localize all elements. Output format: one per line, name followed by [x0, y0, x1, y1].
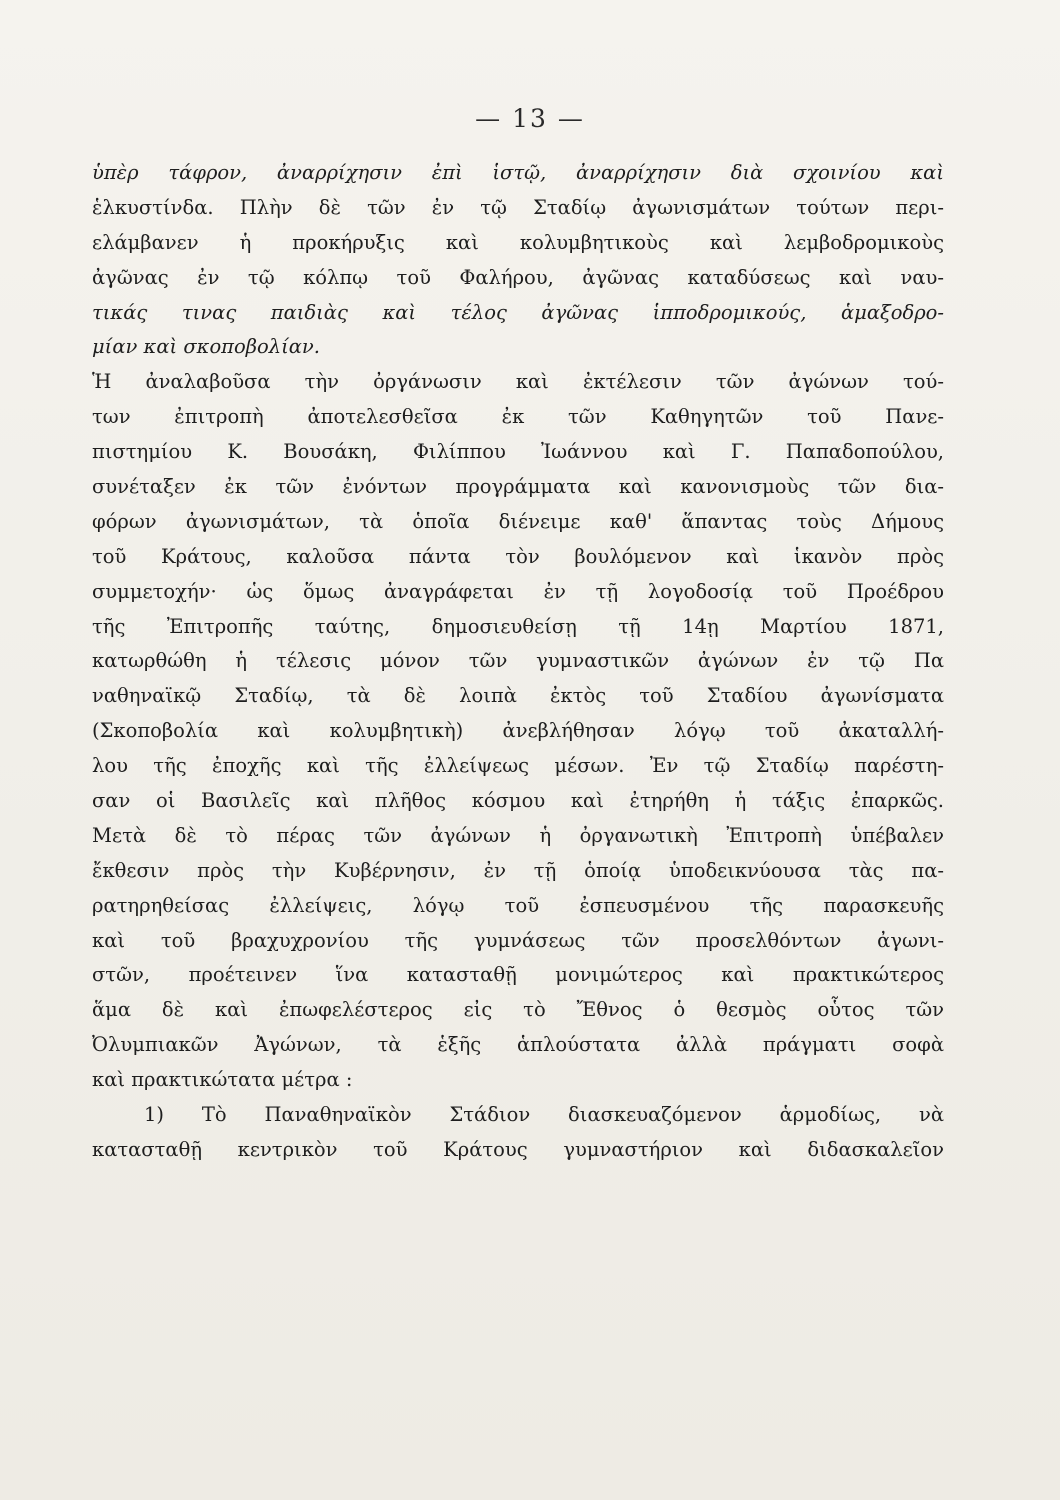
- text-line: καὶ πρακτικώτατα μέτρα :: [92, 1068, 353, 1092]
- text-line: πιστημίου Κ. Βουσάκη, Φιλίππου Ἰωάννου καὶ Γ. Παπαδοπούλου,: [92, 440, 944, 464]
- text-line: ἔκθεσιν πρὸς τὴν Κυβέρνησιν, ἐν τῇ ὁποίᾳ ὑποδεικνύουσα τὰς πα-: [92, 858, 944, 882]
- text-line: ρατηρηθείσας ἐλλείψεις, λόγῳ τοῦ ἐσπευσμένου τῆς παρασκευῆς: [92, 893, 944, 917]
- text-line: ἅμα δὲ καὶ ἐπωφελέστερος εἰς τὸ Ἔθνος ὁ θεσμὸς οὗτος τῶν: [92, 998, 944, 1022]
- text-line: ἑλκυστίνδα. Πλὴν δὲ τῶν ἐν τῷ Σταδίῳ ἀγωνισμάτων τούτων περι-: [92, 195, 944, 219]
- text-line: κατασταθῇ κεντρικὸν τοῦ Κράτους γυμναστήριον καὶ διδασκαλεῖον: [92, 1137, 944, 1161]
- text-line: Μετὰ δὲ τὸ πέρας τῶν ἀγώνων ἡ ὀργανωτικὴ Ἐπιτροπὴ ὑπέβαλεν: [92, 823, 944, 847]
- text-line: των ἐπιτροπὴ ἀποτελεσθεῖσα ἐκ τῶν Καθηγητῶν τοῦ Πανε-: [92, 405, 944, 429]
- text-line: συνέταξεν ἐκ τῶν ἐνόντων προγράμματα καὶ κανονισμοὺς τῶν δια-: [92, 475, 944, 499]
- body-text: [92, 156, 944, 1168]
- text-line: τοῦ Κράτους, καλοῦσα πάντα τὸν βουλόμενον καὶ ἱκανὸν πρὸς: [92, 544, 944, 568]
- text-line: φόρων ἀγωνισμάτων, τὰ ὁποῖα διένειμε καθ' ἅπαντας τοὺς Δήμους: [92, 509, 944, 533]
- text-line: ἀγῶνας ἐν τῷ κόλπῳ τοῦ Φαλήρου, ἀγῶνας καταδύσεως καὶ ναυ-: [92, 265, 944, 289]
- text-line: ελάμβανεν ἡ προκήρυξις καὶ κολυμβητικοὺς καὶ λεμβοδρομικοὺς: [92, 230, 944, 254]
- text-line: μίαν καὶ σκοποβολίαν.: [92, 335, 320, 359]
- text-line: ὑπὲρ τάφρον, ἀναρρίχησιν ἐπὶ ἱστῷ, ἀναρρίχησιν διὰ σχοινίου καὶ: [92, 161, 944, 184]
- text-line: συμμετοχήν· ὡς ὅμως ἀναγράφεται ἐν τῇ λογοδοσίᾳ τοῦ Προέδρου: [92, 579, 944, 603]
- text-line: κατωρθώθη ἡ τέλεσις μόνον τῶν γυμναστικῶν ἀγώνων ἐν τῷ Πα: [92, 649, 944, 673]
- text-line: Ὀλυμπιακῶν Ἀγώνων, τὰ ἑξῆς ἁπλούστατα ἀλλὰ πράγματι σοφὰ: [92, 1033, 944, 1057]
- text-line: στῶν, προέτεινεν ἵνα κατασταθῇ μονιμώτερος καὶ πρακτικώτερος: [92, 963, 944, 987]
- text-line: ναθηναϊκῷ Σταδίῳ, τὰ δὲ λοιπὰ ἐκτὸς τοῦ Σταδίου ἀγωνίσματα: [92, 684, 944, 708]
- text-line: τικάς τινας παιδιὰς καὶ τέλος ἀγῶνας ἱπποδρομικούς, ἁμαξοδρο-: [92, 300, 944, 324]
- text-line: (Σκοποβολία καὶ κολυμβητικὴ) ἀνεβλήθησαν λόγῳ τοῦ ἀκαταλλή-: [92, 719, 944, 743]
- text-line: σαν οἱ Βασιλεῖς καὶ πλῆθος κόσμου καὶ ἐτηρήθη ἡ τάξις ἐπαρκῶς.: [92, 789, 944, 813]
- text-line: Ἡ ἀναλαβοῦσα τὴν ὀργάνωσιν καὶ ἐκτέλεσιν τῶν ἀγώνων τού-: [92, 370, 944, 394]
- text-line: τῆς Ἐπιτροπῆς ταύτης, δημοσιευθείσῃ τῇ 14ῃ Μαρτίου 1871,: [92, 614, 944, 638]
- text-line: καὶ τοῦ βραχυχρονίου τῆς γυμνάσεως τῶν προσελθόντων ἀγωνι-: [92, 928, 944, 952]
- text-line: 1) Τὸ Παναθηναϊκὸν Στάδιον διασκευαζόμενον ἁρμοδίως, νὰ: [144, 1103, 944, 1127]
- page-number: — 13 —: [475, 104, 585, 133]
- text-line: λου τῆς ἐποχῆς καὶ τῆς ἐλλείψεως μέσων. Ἐν τῷ Σταδίῳ παρέστη-: [92, 754, 944, 778]
